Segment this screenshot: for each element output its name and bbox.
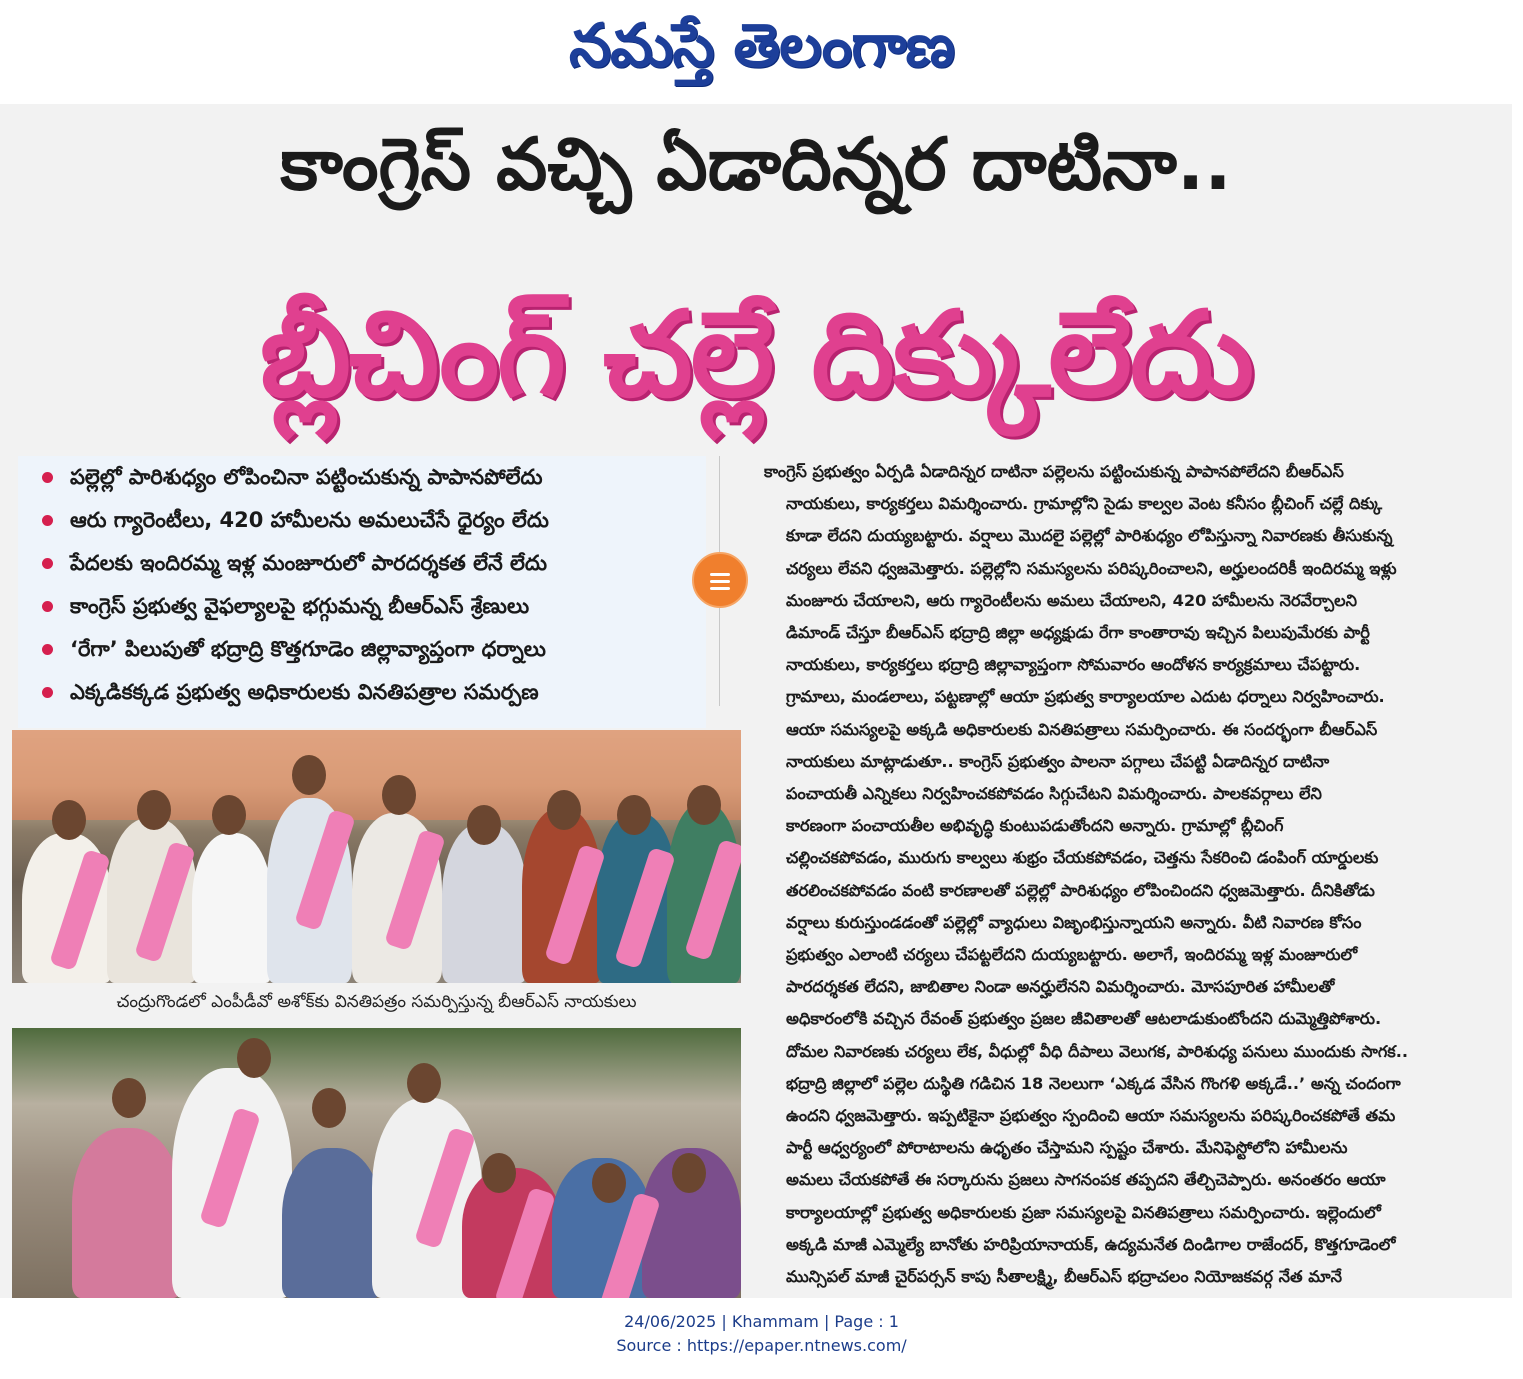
photo-head [52, 800, 86, 840]
bullet-icon [42, 601, 53, 612]
footer-source-line [0, 1334, 1523, 1358]
article-body [752, 456, 1512, 1293]
body-line: చల్లించకపోవడం, మురుగు కాల్వలు శుభ్రం చేయకపోవడం, చెత్తను సేకరించి డంపింగ్ యార్డులకు [786, 848, 1379, 868]
body-line: పారదర్శకత లేదని, జాబితాల నిండా అనర్హులేనని విమర్శించారు. మోసపూరిత హామీలతో [786, 977, 1335, 997]
menu-icon [710, 587, 730, 590]
highlights-box [18, 456, 706, 728]
body-line: అమలు చేయకపోతే ఈ సర్కారును ప్రజలు సాగనంపక తప్పదని తేల్చిచెప్పారు. అనంతరం ఆయా [786, 1170, 1386, 1190]
photo-head [467, 805, 501, 845]
body-line: ప్రభుత్వం ఎలాంటి చర్యలు చేపట్టలేదని దుయ్యబట్టారు. అలాగే, ఇందిరమ్మ ఇళ్ల మంజూరులో [786, 945, 1358, 965]
footer-date-line: 24/06/2025 | Khammam | Page : 1 [624, 1312, 899, 1331]
masthead [0, 0, 1523, 100]
photo-head [687, 785, 721, 825]
photo-head [617, 795, 651, 835]
photo-person [72, 1128, 182, 1298]
body-line: ఉందని ధ్వజమెత్తారు. ఇప్పటికైనా ప్రభుత్వం స్పందించి ఆయా సమస్యలను పరిష్కరించకపోతే తమ [786, 1106, 1396, 1126]
highlight-item [18, 542, 706, 585]
menu-icon [710, 573, 730, 576]
highlight-text: పేదలకు ఇందిరమ్మ ఇళ్ల మంజూరులో పారదర్శకత లేనే లేదు [70, 551, 547, 575]
masthead-title: నమస్తే తెలంగాణ [568, 11, 955, 81]
photo-head [672, 1153, 706, 1193]
body-line: నాయకులు, కార్యకర్తలు భద్రాద్రి జిల్లావ్యాప్తంగా సోమవారం ఆందోళన కార్యక్రమాలు చేపట్టారు. [786, 655, 1361, 675]
bullet-icon [42, 687, 53, 698]
body-line: కార్యాలయాల్లో ప్రభుత్వ అధికారులకు ప్రజా సమస్యలపై వినతిపత్రాలు సమర్పించారు. ఇల్లెందులో [786, 1202, 1381, 1222]
body-line: వర్షాలు కురుస్తుండడంతో పల్లెల్లో వ్యాధులు విజృంభిస్తున్నాయని అన్నారు. వీటి నివారణ కోసం [786, 912, 1362, 932]
body-line: నాయకులు, కార్యకర్తలు విమర్శించారు. గ్రామాల్లోని సైడు కాల్వల వెంట కనీసం బ్లీచింగ్ చల్లే దిక్కు [786, 494, 1383, 514]
news-clipping [0, 104, 1512, 1298]
highlight-text: కాంగ్రెస్ ప్రభుత్వ వైఫల్యాలపై భగ్గుమన్న బీఆర్ఎస్ శ్రేణులు [70, 594, 530, 618]
body-line: పంచాయతీ ఎన్నికలు నిర్వహించకపోవడం సిగ్గుచేటని విమర్శించారు. పాలకవర్గాలు లేని [786, 784, 1322, 804]
body-line: పార్టీ ఆధ్వర్యంలో పోరాటాలను ఉధృతం చేస్తామని స్పష్టం చేశారు. మేనిఫెస్టోలోని హామీలను [786, 1138, 1348, 1158]
body-line: చర్యలు లేవని ధ్వజమెత్తారు. పల్లెల్లోని సమస్యలను పరిష్కరించాలని, అర్హులందరికీ ఇందిరమ్మ ఇళ్లు [786, 558, 1397, 578]
bullet-icon [42, 558, 53, 569]
photo-caption: చంద్రుగొండలో ఎంపీడీవో అశోక్‌కు వినతిపత్రం సమర్పిస్తున్న బీఆర్ఎస్ నాయకులు [116, 992, 637, 1012]
photo-head [312, 1088, 346, 1128]
body-line: కూడా లేదని దుయ్యబట్టారు. వర్షాలు మొదలై పల్లెల్లో పారిశుధ్యం లోపిస్తున్నా నివారణకు తీసుకున్న [786, 526, 1393, 546]
highlight-text: ‘రేగా’ పిలుపుతో భద్రాద్రి కొత్తగూడెం జిల్లావ్యాప్తంగా ధర్నాలు [70, 637, 546, 661]
highlight-item [18, 628, 706, 671]
body-line: కాంగ్రెస్ ప్రభుత్వం ఏర్పడి ఏడాదిన్నర దాటినా పల్లెలను పట్టించుకున్న పాపానపోలేదని బీఆర్ఎస్ [764, 462, 1344, 481]
menu-button[interactable] [692, 552, 748, 608]
highlight-text: ఆరు గ్యారెంటీలు, 420 హామీలను అమలుచేసే ధైర్యం లేదు [70, 508, 549, 532]
article-kicker: కాంగ్రెస్ వచ్చి ఏడాదిన్నర దాటినా.. [280, 122, 1232, 206]
body-line: తరలించకపోవడం వంటి కారణాలతో పల్లెల్లో పారిశుధ్యం లోపించిందని ధ్వజమెత్తారు. దీనికితోడు [786, 880, 1375, 900]
photo-head [482, 1153, 516, 1193]
bullet-icon [42, 515, 53, 526]
body-line: భద్రాద్రి జిల్లాలో పల్లెల దుస్థితి గడిచిన 18 నెలలుగా ‘ఎక్కడ వేసిన గొంగళి అక్కడే..’ అన్న చందంగా [786, 1073, 1401, 1093]
body-line: ఆయా సమస్యలపై అక్కడి అధికారులకు వినతిపత్రాలు సమర్పించారు. ఈ సందర్భంగా బీఆర్ఎస్ [786, 719, 1378, 739]
photo-head [292, 755, 326, 795]
photo-head [137, 790, 171, 830]
photo-head [592, 1163, 626, 1203]
photo-head [382, 775, 416, 815]
body-line: గ్రామాలు, మండలాలు, పట్టణాల్లో ఆయా ప్రభుత్వ కార్యాలయాల ఎదుట ధర్నాలు నిర్వహించారు. [786, 687, 1385, 707]
highlight-item [18, 671, 706, 714]
photo-person [442, 823, 527, 983]
highlight-text: ఎక్కడికక్కడ ప్రభుత్వ అధికారులకు వినతిపత్రాల సమర్పణ [70, 680, 539, 704]
bullet-icon [42, 472, 53, 483]
photo-head [407, 1063, 441, 1103]
body-line: మున్సిపల్ మాజీ చైర్‌పర్సన్ కాపు సీతాలక్ష్మి, బీఆర్ఎస్ భద్రాచలం నియోజకవర్గ నేత మానే [786, 1267, 1342, 1287]
body-line: డిమాండ్ చేస్తూ బీఆర్ఎస్ భద్రాద్రి జిల్లా అధ్యక్షుడు రేగా కాంతారావు ఇచ్చిన పిలుపుమేరకు పార్టీ [786, 623, 1370, 643]
news-photo-chandrugonda [12, 730, 741, 983]
news-photo-protest [12, 1028, 741, 1298]
photo-head [547, 790, 581, 830]
highlight-text: పల్లెల్లో పారిశుధ్యం లోపించినా పట్టించుకున్న పాపానపోలేదు [70, 465, 543, 489]
highlight-item [18, 585, 706, 628]
photo-person [282, 1148, 382, 1298]
photo-head [112, 1078, 146, 1118]
highlight-item [18, 456, 706, 499]
body-line: దోమల నివారణకు చర్యలు లేక, వీధుల్లో వీధి దీపాలు వెలుగక, పారిశుధ్య పనులు ముందుకు సాగక.. [786, 1041, 1409, 1061]
menu-icon [710, 580, 730, 583]
body-line: అధికారంలోకి వచ్చిన రేవంత్ ప్రభుత్వం ప్రజల జీవితాలతో ఆటలాడుకుంటోందని దుమ్మెత్తిపోశారు. [786, 1009, 1382, 1029]
footer-source-link[interactable]: https://epaper.ntnews.com/ [686, 1336, 907, 1355]
bullet-icon [42, 644, 53, 655]
footer-source-label: Source : [616, 1336, 687, 1355]
photo-person [192, 833, 272, 983]
photo-head [212, 795, 246, 835]
page-footer [0, 1310, 1523, 1358]
highlights-list [18, 456, 706, 714]
article-headline: బ్లీచింగ్ చల్లే దిక్కులేదు [259, 285, 1253, 423]
body-line: కారణంగా పంచాయతీల అభివృద్ధి కుంటుపడుతోందని అన్నారు. గ్రామాల్లో బ్లీచింగ్ [786, 816, 1284, 836]
photo-head [237, 1038, 271, 1078]
body-line: నాయకులు మాట్లాడుతూ.. కాంగ్రెస్ ప్రభుత్వం పాలనా పగ్గాలు చేపట్టి ఏడాదిన్నర దాటినా [786, 751, 1330, 771]
body-line: మంజూరు చేయాలని, ఆరు గ్యారెంటీలను అమలు చేయాలని, 420 హామీలను నెరవేర్చాలని [786, 590, 1357, 610]
body-line: అక్కడి మాజీ ఎమ్మెల్యే బానోతు హరిప్రియానాయక్, ఉద్యమనేత దిండిగాల రాజేందర్, కొత్తగూడెంలో [786, 1234, 1396, 1254]
highlight-item [18, 499, 706, 542]
